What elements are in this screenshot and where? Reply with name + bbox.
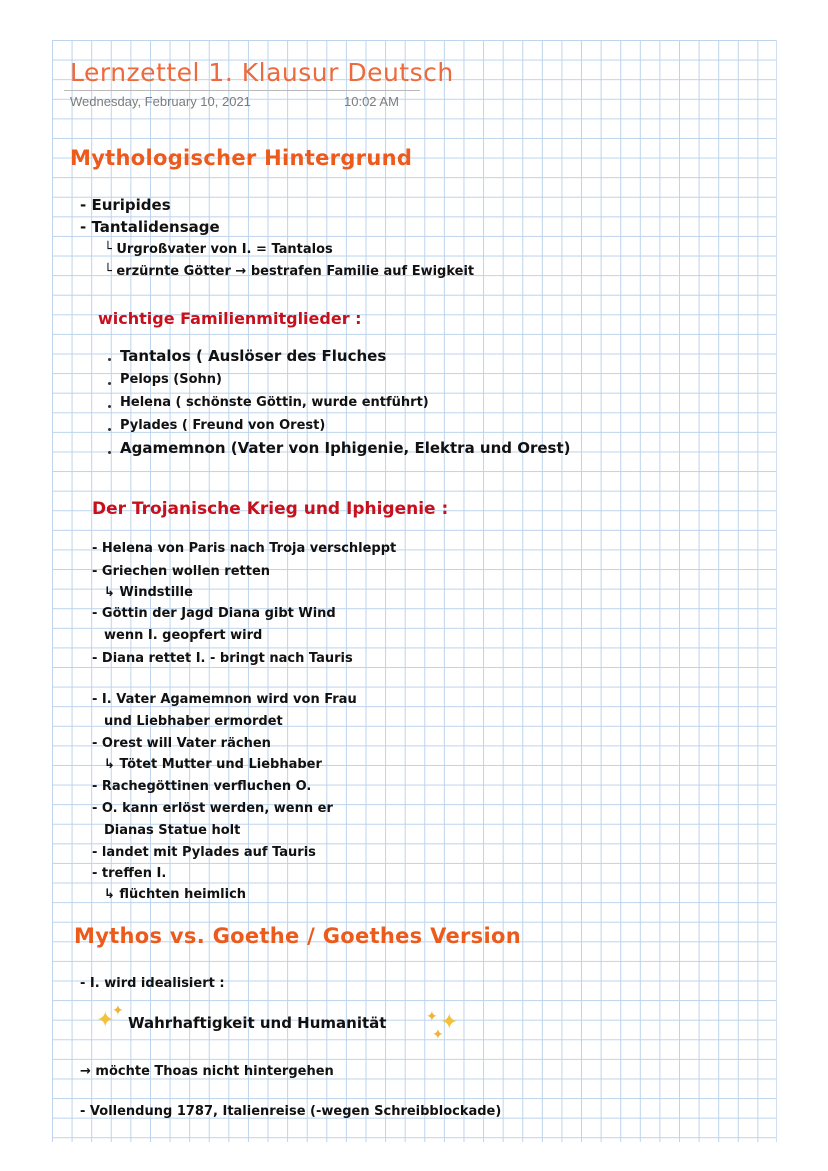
list-item: - Rachegöttinen verfluchen O. — [92, 779, 312, 794]
list-item: - I. Vater Agamemnon wird von Frau — [92, 692, 357, 707]
list-item: - Tantalidensage — [80, 218, 220, 236]
highlight-values: Wahrhaftigkeit und Humanität — [128, 1014, 387, 1032]
subheading-familienmitglieder: wichtige Familienmitglieder : — [98, 309, 362, 328]
list-subitem: └ Urgroßvater von I. = Tantalos — [104, 242, 333, 257]
sparkle-icon: ✦ — [112, 1003, 124, 1019]
list-item: - Orest will Vater rächen — [92, 736, 271, 751]
list-subitem: ↳ Tötet Mutter und Liebhaber — [104, 757, 322, 772]
bullet-dot — [108, 405, 111, 408]
bullet-dot — [108, 428, 111, 431]
list-item: - Euripides — [80, 196, 171, 214]
list-item: Pelops (Sohn) — [120, 372, 222, 387]
list-item: - I. wird idealisiert : — [80, 976, 225, 991]
list-item: - O. kann erlöst werden, wenn er — [92, 801, 333, 816]
bullet-dot — [108, 451, 111, 454]
sparkle-icon: ✦ — [426, 1009, 438, 1025]
list-item: Pylades ( Freund von Orest) — [120, 418, 326, 433]
list-item-continued: Dianas Statue holt — [104, 823, 241, 838]
list-item: Tantalos ( Auslöser des Fluches — [120, 347, 387, 365]
sparkle-icon: ✦ — [440, 1010, 459, 1035]
sparkle-icon: ✦ — [432, 1027, 444, 1043]
heading-mythologischer-hintergrund: Mythologischer Hintergrund — [70, 146, 413, 170]
list-item: - Helena von Paris nach Troja verschleppt — [92, 541, 397, 556]
list-subitem: ↳ flüchten heimlich — [104, 887, 247, 902]
list-subitem: ↳ Windstille — [104, 585, 193, 600]
list-item: - Vollendung 1787, Italienreise (-wegen Schreibblockade) — [80, 1104, 502, 1119]
list-subitem: └ erzürnte Götter → bestrafen Familie auf Ewigkeit — [104, 264, 475, 279]
list-item: - Göttin der Jagd Diana gibt Wind — [92, 606, 336, 621]
list-item: - treffen I. — [92, 866, 167, 881]
sparkle-icon: ✦ — [96, 1008, 115, 1033]
subheading-trojanischer-krieg: Der Trojanische Krieg und Iphigenie : — [92, 499, 449, 519]
list-item: Helena ( schönste Göttin, wurde entführt) — [120, 395, 429, 410]
list-item: - landet mit Pylades auf Tauris — [92, 845, 316, 860]
page-title: Lernzettel 1. Klausur Deutsch — [70, 58, 454, 87]
page-date: Wednesday, February 10, 2021 — [70, 94, 251, 109]
list-item: → möchte Thoas nicht hintergehen — [80, 1064, 334, 1079]
list-item-continued: und Liebhaber ermordet — [104, 714, 283, 729]
page-time: 10:02 AM — [344, 94, 399, 109]
list-item-continued: wenn I. geopfert wird — [104, 628, 263, 643]
bullet-dot — [108, 358, 111, 361]
list-item: Agamemnon (Vater von Iphigenie, Elektra und Orest) — [120, 439, 571, 457]
list-item: - Diana rettet I. - bringt nach Tauris — [92, 651, 353, 666]
list-item: - Griechen wollen retten — [92, 564, 271, 579]
bullet-dot — [108, 382, 111, 385]
title-underline — [64, 90, 420, 91]
heading-mythos-vs-goethe: Mythos vs. Goethe / Goethes Version — [74, 924, 521, 948]
